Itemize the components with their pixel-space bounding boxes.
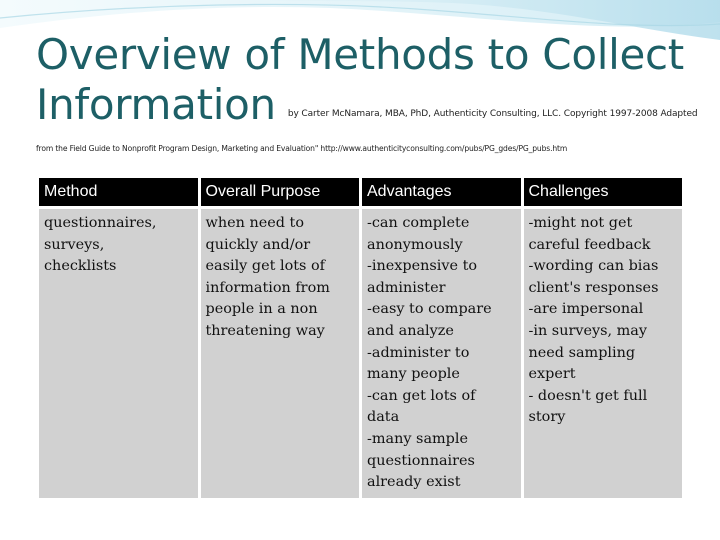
header-overall-purpose: Overall Purpose <box>201 178 360 206</box>
title-line-2: Information <box>36 80 276 129</box>
cell-method: questionnaires, surveys, checklists <box>39 209 198 498</box>
title-line-1: Overview of Methods to Collect <box>36 30 684 79</box>
cell-purpose: when need to quickly and/or easily get lots of information from people in a non threatening way <box>201 209 360 498</box>
methods-table <box>36 175 685 501</box>
cell-challenges: -might not get careful feedback -wording can bias client's responses -are impersonal -in surveys, may need sampling expert - doesn't get full story <box>524 209 683 498</box>
header-advantages: Advantages <box>362 178 521 206</box>
header-challenges: Challenges <box>524 178 683 206</box>
cell-advantages: -can complete anonymously -inexpensive to administer -easy to compare and analyze -administer to many people -can get lots of data -many sample questionnaires already exist <box>362 209 521 498</box>
byline: by Carter McNamara, MBA, PhD, Authenticity Consulting, LLC. Copyright 1997-2008 Adapted <box>287 109 698 119</box>
header-method: Method <box>39 178 198 206</box>
source-citation: from the Field Guide to Nonprofit Program Design, Marketing and Evaluation" http://www.authenticityconsulting.com/pubs/PG_gdes/PG_pubs.htm <box>36 144 568 153</box>
table-header-row <box>39 178 682 206</box>
slide-title <box>36 30 706 130</box>
table-row <box>39 209 682 498</box>
